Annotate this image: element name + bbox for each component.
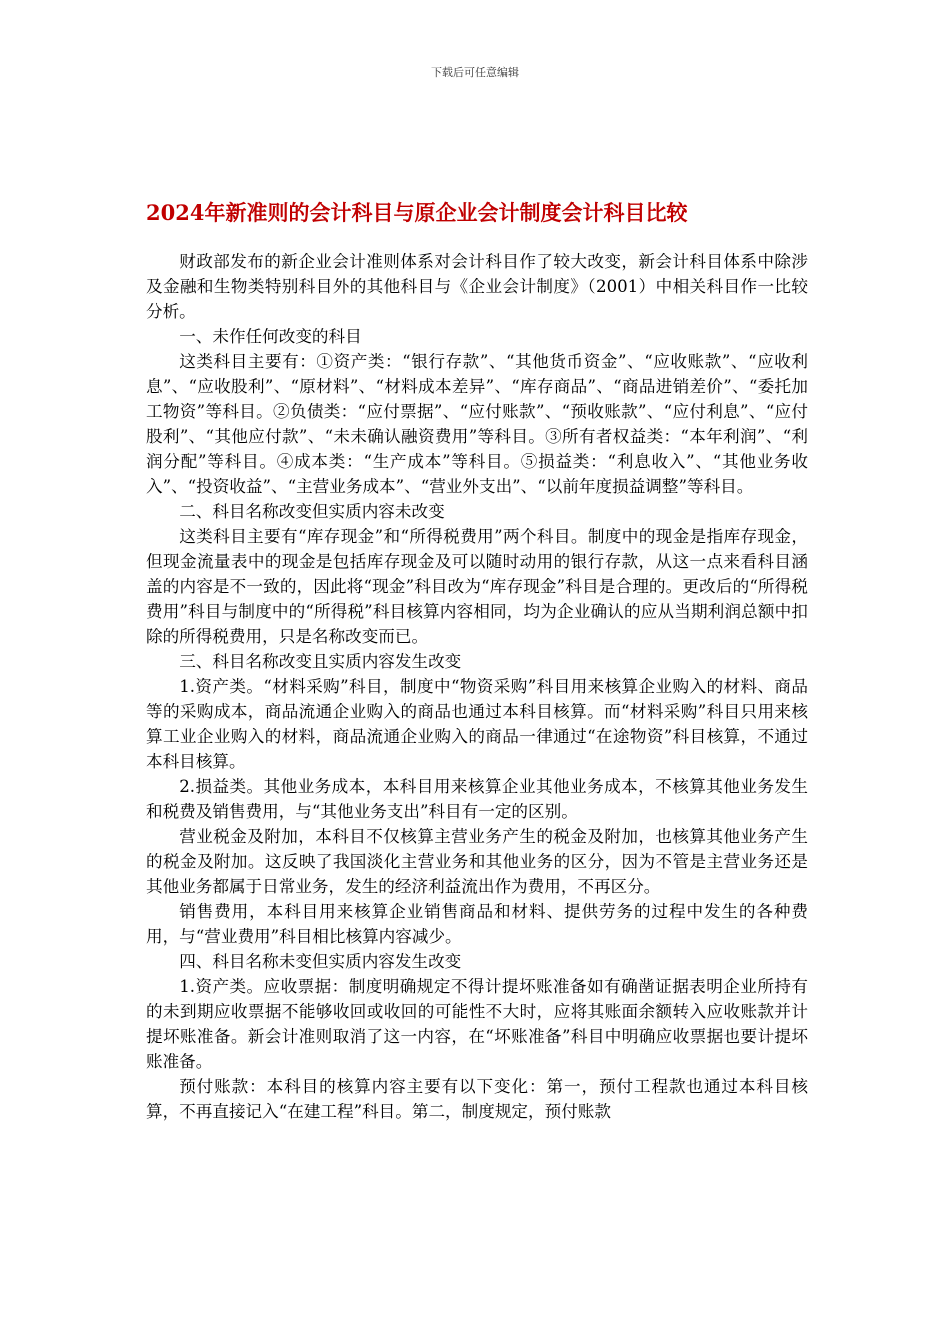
paragraph-section-3-sales: 销售费用，本科目用来核算企业销售商品和材料、提供劳务的过程中发生的各种费用，与“营业费用”科目相比核算内容减少。: [146, 902, 808, 946]
paragraph-section-1: 这类科目主要有：①资产类：“银行存款”、“其他货币资金”、“应收账款”、“应收利息”、“应收股利”、“原材料”、“材料成本差异”、“库存商品”、“商品进销差价”、“委托加工物资”等科目。②负债类：“应付票据”、“应付账款”、“预收账款”、“应付利息”、“应付股利”、“其他应付款”、“未未确认融资费用”等科目。③所有者权益类：“本年利润”、“利润分配”等科目。④成本类：“生产成本”等科目。⑤损益类：“利息收入”、“其他业务收入”、“投资收益”、“主营业务成本”、“营业外支出”、“以前年度损益调整”等科目。: [146, 352, 808, 496]
document-title: 2024年新准则的会计科目与原企业会计制度会计科目比较: [146, 200, 688, 225]
paragraph-intro: 财政部发布的新企业会计准则体系对会计科目作了较大改变，新会计科目体系中除涉及金融和生物类特别科目外的其他科目与《企业会计制度》（2001）中相关科目作一比较分析。: [146, 252, 808, 321]
paragraph-section-3-pnl: 2.损益类。其他业务成本，本科目用来核算企业其他业务成本，不核算其他业务发生和税费及销售费用，与“其他业务支出”科目有一定的区别。: [146, 777, 808, 821]
paragraph-section-4-notes: 1.资产类。应收票据：制度明确规定不得计提坏账准备如有确凿证据表明企业所持有的未到期应收票据不能够收回或收回的可能性不大时，应将其账面余额转入应收账款并计提坏账准备。新会计准则取消了这一内容，在“坏账准备”科目中明确应收票据也要计提坏账准备。: [146, 977, 808, 1071]
page-header-note: 下载后可任意编辑: [431, 66, 519, 79]
paragraph-section-3-taxes: 营业税金及附加，本科目不仅核算主营业务产生的税金及附加，也核算其他业务产生的税金及附加。这反映了我国淡化主营业务和其他业务的区分，因为不管是主营业务还是其他业务都属于日常业务，发生的经济利益流出作为费用，不再区分。: [146, 827, 808, 896]
paragraph-section-2: 这类科目主要有“库存现金”和“所得税费用”两个科目。制度中的现金是指库存现金，但现金流量表中的现金是包括库存现金及可以随时动用的银行存款，从这一点来看科目涵盖的内容是不一致的，因此将“现金”科目改为“库存现金”科目是合理的。更改后的“所得税费用”科目与制度中的“所得税”科目核算内容相同，均为企业确认的应从当期利润总额中扣除的所得税费用，只是名称改变而已。: [146, 527, 808, 646]
paragraph-section-4-prepaid: 预付账款：本科目的核算内容主要有以下变化：第一，预付工程款也通过本科目核算，不再直接记入“在建工程”科目。第二，制度规定，预付账款: [146, 1077, 808, 1121]
document-body: [146, 249, 808, 1124]
section-heading-4: 四、科目名称未变但实质内容发生改变: [179, 952, 462, 971]
section-heading-2: 二、科目名称改变但实质内容未改变: [179, 502, 445, 521]
section-heading-1: 一、未作任何改变的科目: [179, 327, 362, 346]
paragraph-section-3-assets: 1.资产类。“材料采购”科目，制度中“物资采购”科目用来核算企业购入的材料、商品等的采购成本，商品流通企业购入的商品也通过本科目核算。而“材料采购”科目只用来核算工业企业购入的材料，商品流通企业购入的商品一律通过“在途物资”科目核算，不通过本科目核算。: [146, 677, 808, 771]
section-heading-3: 三、科目名称改变且实质内容发生改变: [179, 652, 462, 671]
